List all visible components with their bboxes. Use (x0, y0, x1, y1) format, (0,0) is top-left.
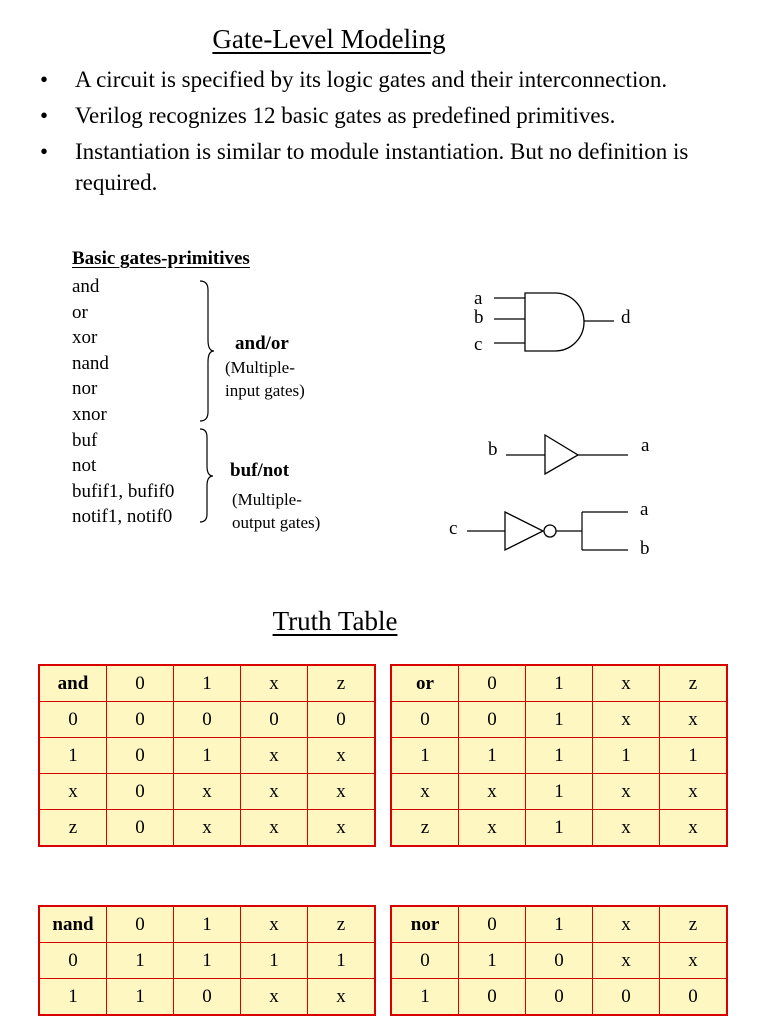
primitive-item: buf (72, 429, 98, 451)
truth-table-nand (38, 905, 376, 1016)
table-cell: x (241, 738, 308, 774)
truth-table-nor (390, 905, 728, 1016)
table-cell: 0 (459, 979, 526, 1016)
table-cell: x (39, 774, 107, 810)
table-cell: z (391, 810, 459, 847)
table-cell: 0 (459, 665, 526, 702)
bullet-dot: • (40, 67, 49, 92)
table-cell: x (660, 702, 728, 738)
and-output-d: d (621, 307, 631, 328)
table-cell: x (593, 906, 660, 943)
table-cell: x (593, 702, 660, 738)
table-cell: x (593, 943, 660, 979)
table-cell: 1 (308, 943, 376, 979)
table-row (39, 774, 375, 810)
buf-input-b: b (488, 439, 498, 460)
table-cell: x (459, 774, 526, 810)
table-row (391, 702, 727, 738)
table-cell: and (39, 665, 107, 702)
table-cell: 1 (593, 738, 660, 774)
table-cell: 0 (526, 943, 593, 979)
primitive-item: notif1, notif0 (72, 506, 173, 528)
table-row (391, 810, 727, 847)
truth-table-or (390, 664, 728, 847)
primitive-item: xnor (72, 403, 107, 425)
table-cell: z (39, 810, 107, 847)
table-cell: 0 (174, 702, 241, 738)
table-row (391, 906, 727, 943)
table-cell: x (174, 774, 241, 810)
table-cell: 0 (241, 702, 308, 738)
table-cell: 0 (39, 943, 107, 979)
primitive-item: and (72, 276, 100, 297)
table-cell: x (241, 979, 308, 1016)
table-cell: x (241, 774, 308, 810)
table-cell: 0 (107, 702, 174, 738)
primitives-heading: Basic gates-primitives (72, 248, 250, 269)
table-cell: 0 (593, 979, 660, 1016)
table-cell: x (660, 810, 728, 847)
table-cell: x (459, 810, 526, 847)
table-cell: 0 (107, 906, 174, 943)
table-cell: 0 (391, 702, 459, 738)
table-cell: x (660, 943, 728, 979)
table-row (391, 738, 727, 774)
table-cell: 0 (107, 665, 174, 702)
buf-gate-symbol (506, 435, 628, 474)
table-cell: z (308, 906, 376, 943)
not-gate-symbol (467, 512, 628, 550)
and-input-c: c (474, 334, 483, 355)
table-cell: x (308, 774, 376, 810)
table-row (39, 810, 375, 847)
table-cell: 1 (107, 943, 174, 979)
buf-output-a: a (641, 435, 650, 456)
primitive-item: xor (72, 327, 98, 349)
table-cell: 1 (107, 979, 174, 1016)
table-row (39, 665, 375, 702)
table-cell: 1 (526, 774, 593, 810)
table-cell: 1 (241, 943, 308, 979)
brace-andor (200, 281, 214, 421)
table-cell: x (593, 774, 660, 810)
table-cell: nand (39, 906, 107, 943)
bullet-text: Instantiation is similar to module instantiation. But no definition is required. (75, 139, 689, 195)
table-cell: 1 (391, 738, 459, 774)
group-bufnot-desc: (Multiple- (232, 490, 302, 509)
group-andor-label: and/or (235, 333, 289, 354)
table-cell: 1 (459, 943, 526, 979)
table-cell: 1 (174, 738, 241, 774)
table-cell: 1 (174, 943, 241, 979)
table-cell: or (391, 665, 459, 702)
table-row (39, 906, 375, 943)
table-row (391, 943, 727, 979)
page-title: Gate-Level Modeling (212, 24, 446, 54)
group-bufnot-desc: output gates) (232, 513, 321, 532)
group-andor-desc: (Multiple- (225, 358, 295, 377)
and-input-b: b (474, 307, 484, 328)
table-cell: x (660, 774, 728, 810)
table-cell: 1 (174, 665, 241, 702)
table-cell: 1 (660, 738, 728, 774)
table-cell: 1 (526, 665, 593, 702)
table-cell: nor (391, 906, 459, 943)
table-cell: x (174, 810, 241, 847)
table-row (391, 979, 727, 1016)
not-output-b: b (640, 538, 650, 559)
bullet-dot: • (40, 139, 49, 164)
table-cell: 0 (39, 702, 107, 738)
table-row (391, 774, 727, 810)
table-cell: x (241, 665, 308, 702)
table-row (39, 702, 375, 738)
table-cell: 1 (39, 979, 107, 1016)
table-row (39, 979, 375, 1016)
table-row (39, 943, 375, 979)
table-cell: 1 (391, 979, 459, 1016)
and-gate-symbol (494, 293, 614, 351)
table-cell: 0 (391, 943, 459, 979)
table-cell: x (308, 979, 376, 1016)
table-cell: x (593, 665, 660, 702)
table-row (39, 738, 375, 774)
bullet-text: Verilog recognizes 12 basic gates as predefined primitives. (75, 103, 616, 128)
not-input-c: c (449, 518, 458, 539)
table-cell: 0 (107, 774, 174, 810)
table-cell: x (391, 774, 459, 810)
table-cell: 0 (107, 738, 174, 774)
primitive-item: bufif1, bufif0 (72, 480, 175, 502)
table-cell: x (308, 738, 376, 774)
primitive-item: or (72, 301, 88, 323)
table-cell: x (308, 810, 376, 847)
table-cell: 0 (459, 702, 526, 738)
table-cell: 1 (526, 738, 593, 774)
primitive-item: nand (72, 352, 109, 374)
table-cell: x (593, 810, 660, 847)
table-row (391, 665, 727, 702)
table-cell: z (660, 665, 728, 702)
table-cell: 1 (526, 906, 593, 943)
table-cell: x (241, 906, 308, 943)
table-cell: 1 (39, 738, 107, 774)
table-cell: 0 (459, 906, 526, 943)
primitive-item: nor (72, 378, 98, 400)
table-cell: 0 (526, 979, 593, 1016)
group-bufnot-label: buf/not (230, 460, 290, 481)
primitive-item: not (72, 455, 97, 477)
table-cell: 1 (459, 738, 526, 774)
not-output-a: a (640, 499, 649, 520)
bullet-text: A circuit is specified by its logic gates and their interconnection. (75, 67, 668, 92)
table-cell: 0 (174, 979, 241, 1016)
table-cell: z (660, 906, 728, 943)
table-cell: 1 (526, 810, 593, 847)
table-cell: 0 (660, 979, 728, 1016)
table-cell: 1 (174, 906, 241, 943)
and-input-a: a (474, 288, 483, 309)
brace-bufnot (200, 429, 213, 522)
table-cell: 0 (107, 810, 174, 847)
table-cell: 0 (308, 702, 376, 738)
table-cell: z (308, 665, 376, 702)
bullet-dot: • (40, 103, 49, 128)
group-andor-desc: input gates) (225, 381, 305, 400)
truth-table-and (38, 664, 376, 847)
truth-table-title: Truth Table (272, 606, 398, 636)
table-cell: x (241, 810, 308, 847)
table-cell: 1 (526, 702, 593, 738)
